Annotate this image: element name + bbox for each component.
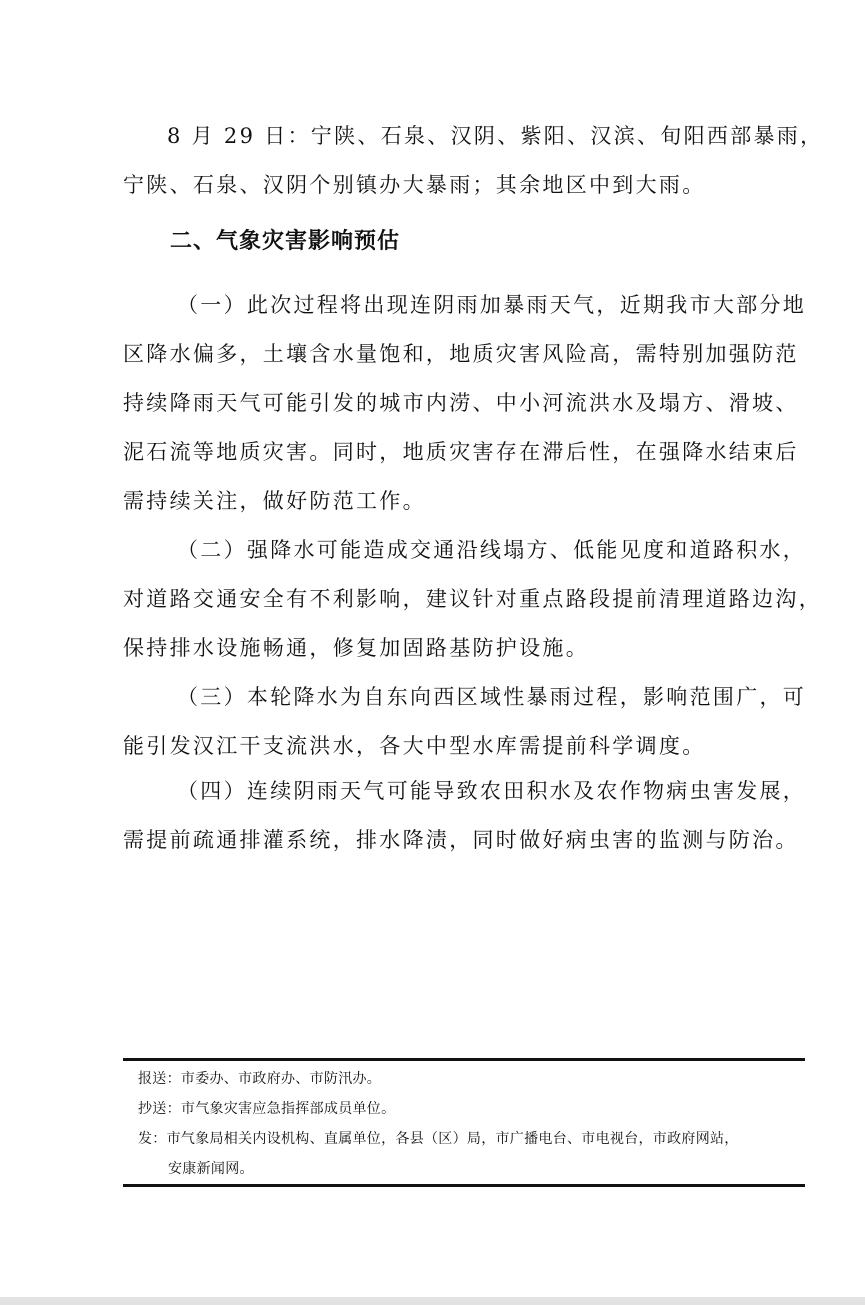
text-line: 8 月 29 日：宁陕、石泉、汉阴、紫阳、汉滨、旬阳西部暴雨， [167,124,824,148]
text-line: （四）连续阴雨天气可能导致农田积水及农作物病虫害发展， [177,779,807,803]
footer-send-to: 发：市气象局相关内设机构、直属单位，各县（区）局，市广播电台、市电视台，市政府网站， [138,1131,739,1147]
footer-report-to: 报送：市委办、市政府办、市防汛办。 [138,1071,382,1087]
footer-copy-to: 抄送：市气象灾害应急指挥部成员单位。 [138,1101,396,1117]
text-line: 区降水偏多，土壤含水量饱和，地质灾害风险高，需特别加强防范 [123,342,799,366]
text-line: （二）强降水可能造成交通沿线塌方、低能见度和道路积水， [177,538,807,562]
footer-top-rule [123,1058,805,1061]
footer-bottom-rule [123,1184,805,1187]
page-bottom-edge [0,1297,865,1305]
text-line: 对道路交通安全有不利影响，建议针对重点路段提前清理道路边沟， [123,587,822,611]
section-heading: 二、气象灾害影响预估 [170,229,401,254]
text-line: 宁陕、石泉、汉阴个别镇办大暴雨；其余地区中到大雨。 [123,173,706,197]
text-line: 能引发汉江干支流洪水，各大中型水库需提前科学调度。 [123,734,706,758]
impact-paragraph-2 [123,526,822,673]
text-line: （一）此次过程将出现连阴雨加暴雨天气，近期我市大部分地 [177,293,807,317]
text-line: 保持排水设施畅通，修复加固路基防护设施。 [123,636,589,660]
forecast-paragraph-aug29 [123,112,824,210]
text-line: 需持续关注，做好防范工作。 [123,489,426,513]
text-line: 持续降雨天气可能引发的城市内涝、中小河流洪水及塌方、滑坡、 [123,391,799,415]
impact-paragraph-3 [123,673,805,771]
text-line: 泥石流等地质灾害。同时，地质灾害存在滞后性，在强降水结束后 [123,440,799,464]
text-line: （三）本轮降水为自东向西区域性暴雨过程，影响范围广，可 [177,685,807,709]
impact-paragraph-1 [123,281,805,526]
impact-paragraph-4 [123,767,805,865]
footer-send-to-continued: 安康新闻网。 [168,1161,254,1177]
text-line: 需提前疏通排灌系统，排水降渍，同时做好病虫害的监测与防治。 [123,828,799,852]
